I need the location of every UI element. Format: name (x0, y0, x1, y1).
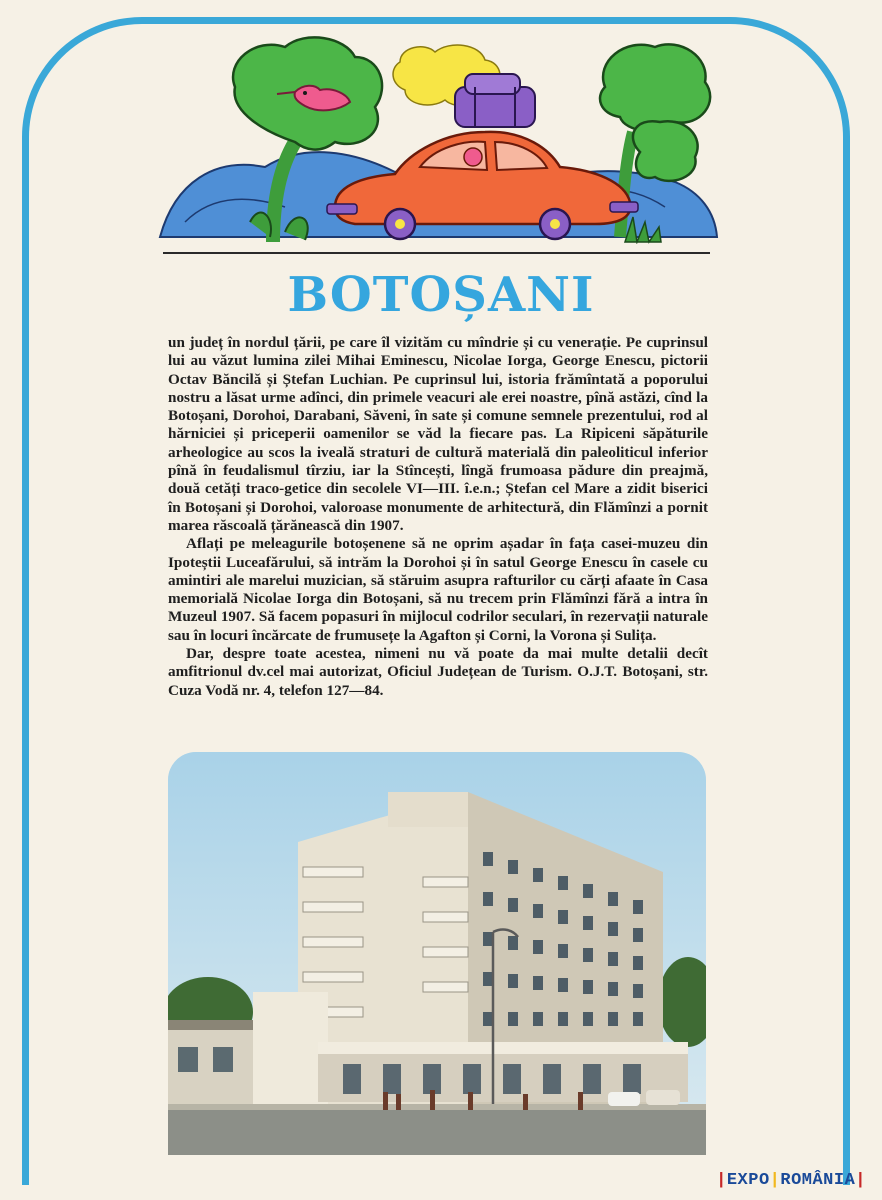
title-divider (163, 252, 710, 254)
article-paragraph: Dar, despre toate acestea, nimeni nu vă poate da mai multe detalii decît amfitrionul dv.cel mai autorizat, Oficiul Județean de Turism. O.J.T. Botoșani, str. Cuza Vodă nr. 4, telefon 127—84. (168, 645, 708, 699)
watermark-bar: | (716, 1171, 727, 1190)
watermark-logo (716, 1171, 866, 1190)
car-icon (327, 132, 638, 239)
watermark-left: EXPO (726, 1171, 770, 1190)
page-title: BOTOȘANI (287, 267, 595, 323)
parked-car (608, 1092, 640, 1106)
street (168, 1107, 706, 1155)
hotel-building-photo (168, 752, 706, 1155)
watermark-bar: | (769, 1171, 781, 1190)
article-body (168, 334, 708, 700)
article-paragraph: un județ în nordul țării, pe care îl vizităm cu mîndrie și cu venerație. Pe cuprinsul lui au văzut lumina zilei Mihai Eminescu, Nicolae Iorga, George Enescu, pictorii Octav Băncilă și Ștefan Luchian. Pe cuprinsul lui, istoria frămîntată a poporului nostru a lăsat urme adînci, din primele veacuri ale erei noastre, pînă astăzi, cînd la Botoșani, Dorohoi, Darabani, Săveni, în sate și comune semnele prezentului, rod al hărniciei și priceperii oamenilor se văd la fiecare pas. La Ripiceni săpăturile arheologice au scos la iveală straturi de cultură materială din paleoliticul inferior pînă în feudalismul tîrziu, iar la Stîncești, lîngă frumoasa pădure din preajmă, două cetăți traco-getice din secolele VI—III. î.e.n.; Ștefan cel Mare a zidit biserici în Botoșani și Dorohoi, valoroase monumente de arhitectură, din Flămînzi a pornit marea răscoală țărănească din 1907. (168, 334, 708, 534)
luggage-icon (455, 74, 535, 127)
watermark-bar: | (855, 1171, 866, 1190)
car-illustration-icon (155, 32, 720, 244)
article-paragraph: Aflați pe meleagurile botoșenene să ne oprim așadar în fața casei-muzeu din Ipoteștii Luceafărului, să intrăm la Dorohoi și în satul George Enescu în casele cu amintiri ale marelui muzician, să stăruim asupra rafturilor cu cărți afaate în Casa memorială Nicolae Iorga din Botoșani, să nu trecem prin Flămînzi fără a intra în Muzeul 1907. Să facem popasuri în mijlocul codrilor seculari, în rezervații naturale sau în locuri încărcate de frumusețe la Agafton și Corni, la Vorona și Sulița. (168, 535, 708, 644)
watermark-right: ROMÂNIA (780, 1171, 856, 1190)
